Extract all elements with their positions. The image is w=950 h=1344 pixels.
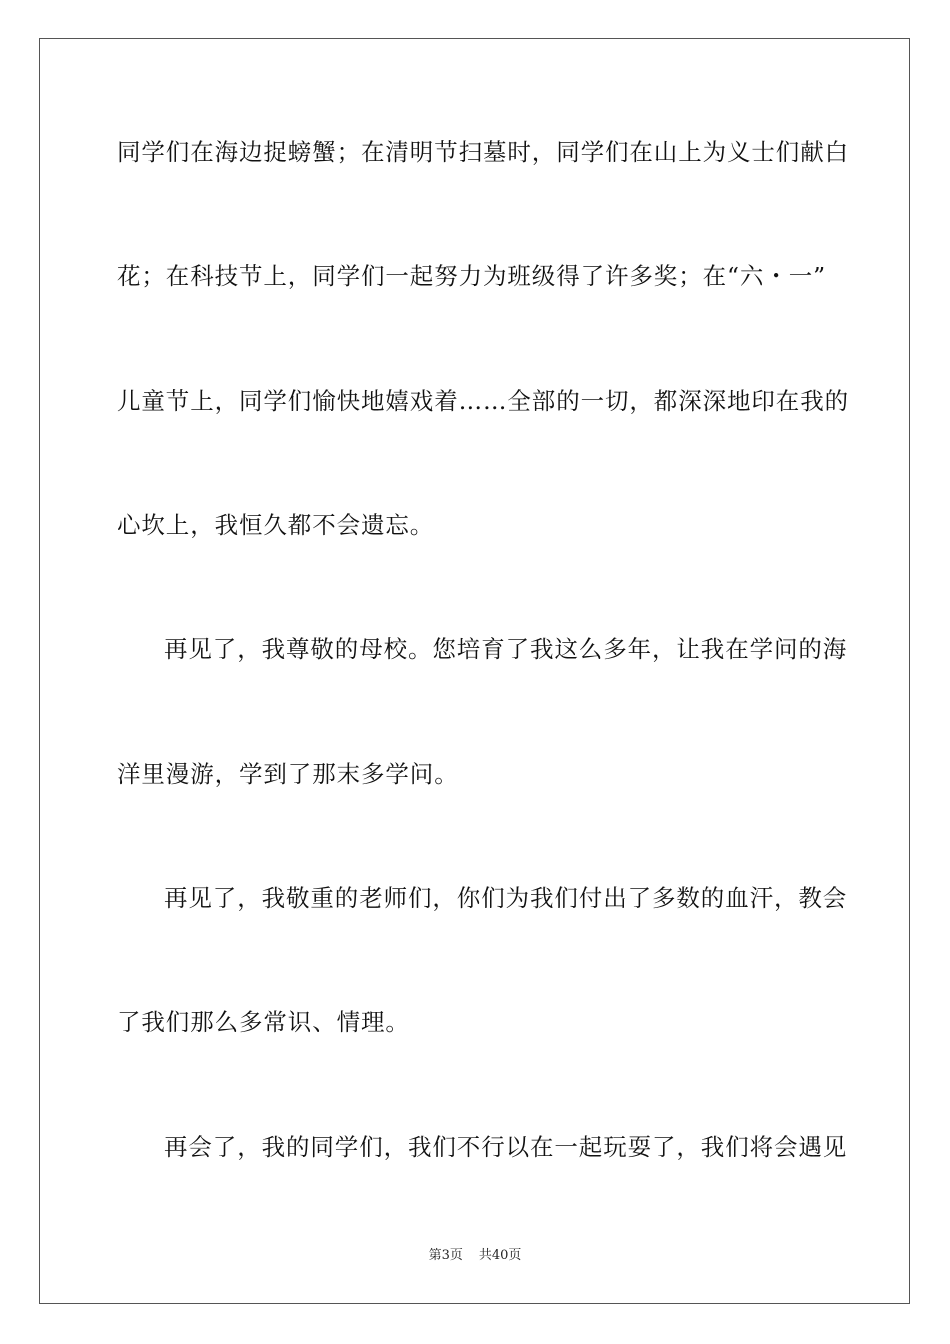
text-line-4: 心坎上，我恒久都不会遗忘。 [117,511,435,539]
page-border [39,38,910,1304]
paragraph-start-alma-mater: 再见了，我尊敬的母校。您培育了我这么多年，让我在学问的海 [164,635,848,663]
page-total: 共40页 [478,1248,522,1263]
paragraph-start-teachers: 再见了，我敬重的老师们，你们为我们付出了多数的血汗，教会 [164,884,848,912]
text-line-6: 洋里漫游，学到了那末多学问。 [117,760,459,788]
page-footer [0,1247,950,1265]
page-number: 第3页 [428,1248,463,1263]
text-line-3: 儿童节上，同学们愉快地嬉戏着……全部的一切，都深深地印在我的 [117,387,849,415]
text-line-2: 花；在科技节上，同学们一起努力为班级得了许多奖；在“六・一” [117,262,827,290]
text-line-8: 了我们那么多常识、情理。 [117,1008,410,1036]
text-line-1: 同学们在海边捉螃蟹；在清明节扫墓时，同学们在山上为义士们献白 [117,138,849,166]
paragraph-start-classmates: 再会了，我的同学们，我们不行以在一起玩耍了，我们将会遇见 [164,1133,848,1161]
